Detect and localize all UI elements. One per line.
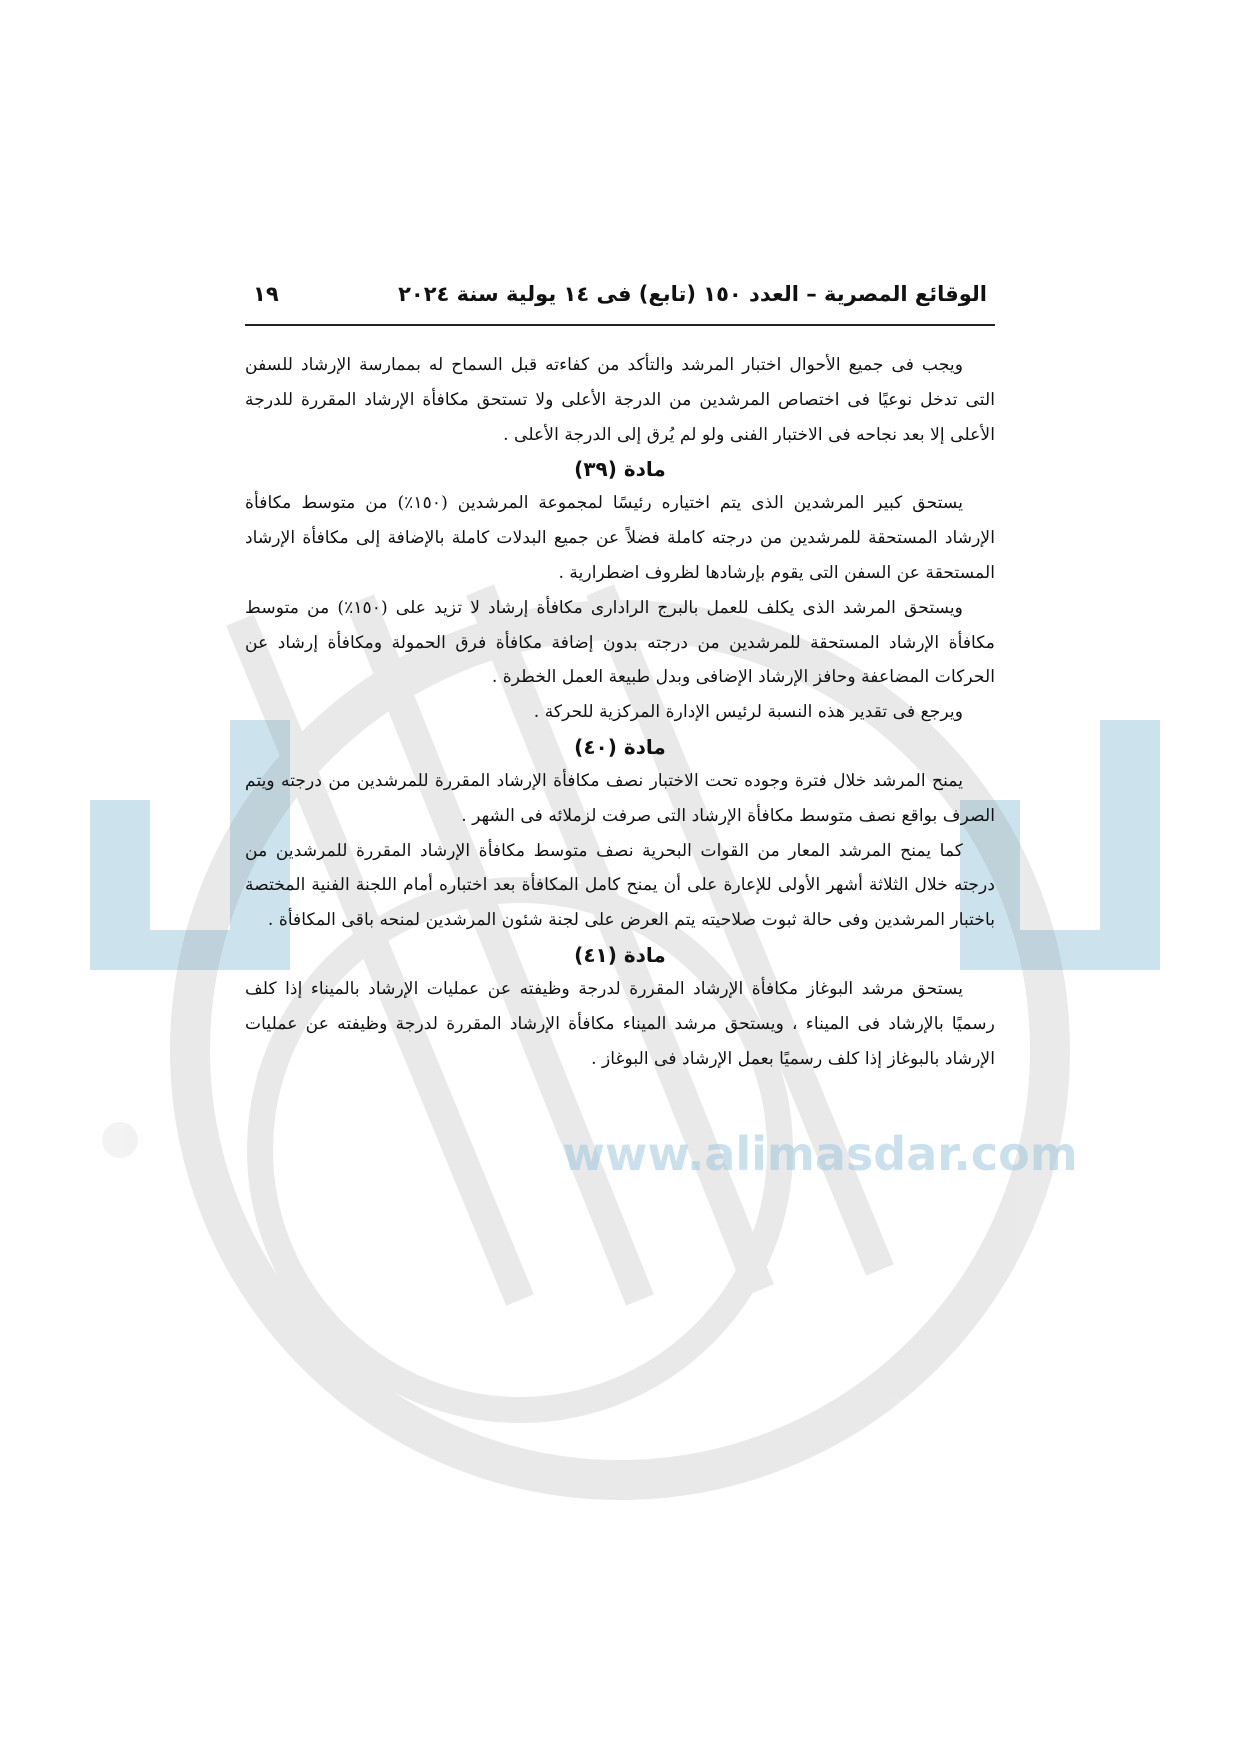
header-title: الوقائع المصرية – العدد ١٥٠ (تابع) فى ١٤ يولية سنة ٢٠٢٤	[398, 282, 987, 306]
article-title: مادة (٤١)	[574, 942, 666, 967]
page-header	[245, 282, 995, 326]
watermark-dot	[102, 1122, 138, 1158]
document-body	[245, 348, 995, 1076]
paragraph: يستحق كبير المرشدين الذى يتم اختياره رئيسًا لمجموعة المرشدين (١٥٠٪) من متوسط مكافأة الإرشاد المستحقة للمرشدين من درجته كاملة فضلاً عن جميع البدلات كاملة بالإضافة إلى مكافأة الإرشاد المستحقة عن السفن التى يقوم بإرشادها لظروف اضطرارية .	[245, 493, 995, 583]
document-page	[245, 282, 995, 1076]
article-title: مادة (٤٠)	[574, 734, 666, 759]
paragraph: يستحق مرشد البوغاز مكافأة الإرشاد المقررة لدرجة وظيفته عن عمليات الإرشاد بالميناء إذا كلف رسميًا بالإرشاد فى الميناء ، ويستحق مرشد الميناء مكافأة الإرشاد المقررة لدرجة وظيفته عن عمليات الإرشاد بالبوغاز إذا كلف رسميًا بعمل الإرشاد فى البوغاز .	[245, 978, 995, 1069]
watermark-url: www.alimasdar.com	[562, 1127, 1078, 1181]
article-title: مادة (٣٩)	[574, 457, 666, 482]
paragraph: ويستحق المرشد الذى يكلف للعمل بالبرج الرادارى مكافأة إرشاد لا تزيد على (١٥٠٪) من متوسط مكافأة الإرشاد المستحقة للمرشدين من درجته بدون إضافة مكافأة فرق الحمولة ومكافأة إرشاد عن الحركات المضاعفة وحافز الإرشاد الإضافى وبدل طبيعة العمل الخطرة .	[245, 597, 995, 688]
paragraph: كما يمنح المرشد المعار من القوات البحرية نصف متوسط مكافأة الإرشاد المقررة للمرشدين من درجته خلال الثلاثة أشهر الأولى للإعارة على أن يمنح كامل المكافأة بعد اختباره أمام اللجنة الفنية المختصة باختبار المرشدين وفى حالة ثبوت صلاحيته يتم العرض على لجنة شئون المرشدين لمنحه باقى المكافأة .	[245, 840, 995, 931]
page-number: ١٩	[253, 282, 279, 306]
paragraph: ويرجع فى تقدير هذه النسبة لرئيس الإدارة المركزية للحركة .	[533, 702, 963, 723]
paragraph: يمنح المرشد خلال فترة وجوده تحت الاختبار نصف مكافأة الإرشاد المقررة للمرشدين من درجته ويتم الصرف بواقع نصف متوسط مكافأة الإرشاد التى صرفت لزملائه فى الشهر .	[245, 770, 995, 826]
paragraph: ويجب فى جميع الأحوال اختبار المرشد والتأكد من كفاءته قبل السماح له بممارسة الإرشاد للسفن التى تدخل نوعيًا فى اختصاص المرشدين من الدرجة الأعلى ولا تستحق مكافأة الإرشاد المقررة للدرجة الأعلى إلا بعد نجاحه فى الاختبار الفنى ولو لم يُرق إلى الدرجة الأعلى .	[245, 355, 995, 445]
watermark-glyph	[90, 800, 150, 970]
watermark-glyph	[90, 930, 270, 970]
watermark-glyph	[1100, 720, 1160, 970]
